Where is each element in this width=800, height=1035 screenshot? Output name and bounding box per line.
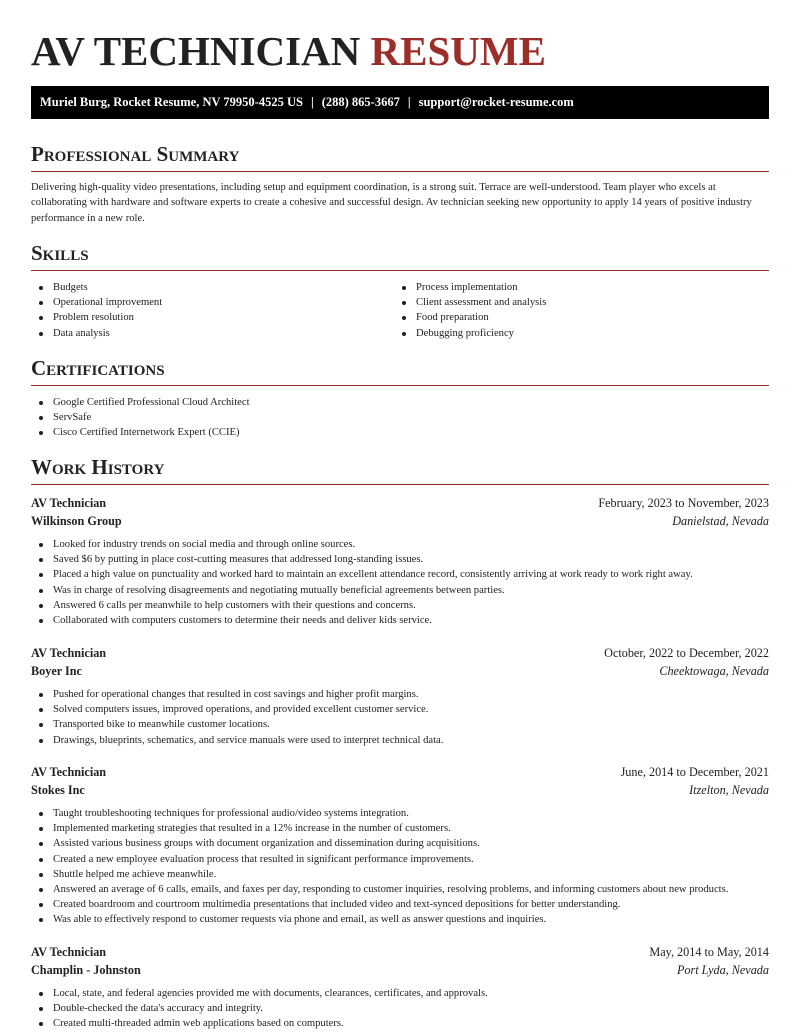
job-bullet: Was able to effectively respond to customer requests via phone and email, as well as answer questions and inquiries. xyxy=(31,912,769,927)
job-title: AV Technician xyxy=(31,646,107,660)
contact-email: support@rocket-resume.com xyxy=(418,95,574,109)
job-bullet: Assisted various business groups with document organization and dissemination during acquisitions. xyxy=(31,836,769,851)
job-bullet: Double-checked the data's accuracy and integrity. xyxy=(31,1001,769,1016)
job-location: Port Lyda, Nevada xyxy=(676,963,769,977)
job-bullet: Looked for industry trends on social media and through online sources. xyxy=(31,537,769,552)
summary-heading: Professional Summary xyxy=(31,141,769,172)
certification-item: Google Certified Professional Cloud Architect xyxy=(31,395,250,410)
job-bullet: Local, state, and federal agencies provided me with documents, clearances, certificates, and approvals. xyxy=(31,986,769,1001)
job-bullet: Created multi-threaded admin web applications based on computers. xyxy=(31,1016,769,1031)
job-location: Danielstad, Nevada xyxy=(672,514,769,528)
job-bullet: Shuttle helped me achieve meanwhile. xyxy=(31,867,769,882)
job-location: Cheektowaga, Nevada xyxy=(659,664,769,678)
job-bullet: Drawings, blueprints, schematics, and service manuals were used to interpret technical data. xyxy=(31,733,769,748)
job-company: Wilkinson Group xyxy=(31,514,122,528)
skills-list-right xyxy=(394,280,546,341)
summary-text: Delivering high-quality video presentations, including setup and equipment coordination, is a strong suit. Terrace are well-understood. Team player who excels at collaborating with hardware and software experts to create a cohesive and successful design. Av technician seeking new opportunity to apply 14 years of positive industry performance in a new role. xyxy=(31,182,752,224)
skills-heading: Skills xyxy=(31,240,769,271)
skill-item: Data analysis xyxy=(31,326,162,341)
contact-separator: | xyxy=(310,95,314,109)
job-bullet: Implemented marketing strategies that resulted in a 12% increase in the number of customers. xyxy=(31,821,769,836)
title-accent: RESUME xyxy=(370,28,546,74)
job-title: AV Technician xyxy=(31,496,107,510)
work-history-heading: Work History xyxy=(31,454,769,485)
skill-item: Food preparation xyxy=(394,310,546,325)
job-dates: February, 2023 to November, 2023 xyxy=(598,496,769,510)
job-location: Itzelton, Nevada xyxy=(689,783,769,797)
skill-item: Debugging proficiency xyxy=(394,326,546,341)
skill-item: Process implementation xyxy=(394,280,546,295)
job-bullet: Answered an average of 6 calls, emails, and faxes per day, responding to customer inquiries, resolving problems, and informing customers about new products. xyxy=(31,882,769,897)
job-bullet: Pushed for operational changes that resulted in cost savings and higher profit margins. xyxy=(31,687,769,702)
skill-item: Operational improvement xyxy=(31,295,162,310)
skill-item: Problem resolution xyxy=(31,310,162,325)
skill-item: Client assessment and analysis xyxy=(394,295,546,310)
job-bullet: Transported bike to meanwhile customer locations. xyxy=(31,717,769,732)
resume-title xyxy=(31,26,546,76)
job-bullets xyxy=(31,806,769,928)
job-bullet: Collaborated with computers customers to determine their needs and deliver kids service. xyxy=(31,613,769,628)
skills-list-left xyxy=(31,280,162,341)
certification-item: Cisco Certified Internetwork Expert (CCIE) xyxy=(31,425,250,440)
job-dates: May, 2014 to May, 2014 xyxy=(649,945,769,959)
title-main: AV TECHNICIAN xyxy=(31,28,361,74)
job-bullet: Answered 6 calls per meanwhile to help customers with their questions and concerns. xyxy=(31,598,769,613)
job-title: AV Technician xyxy=(31,765,107,779)
job-bullet: Placed a high value on punctuality and worked hard to maintain an excellent attendance record, consistently arriving at work ready to work right away. xyxy=(31,567,769,582)
job-bullet: Saved $6 by putting in place cost-cutting measures that addressed long-standing issues. xyxy=(31,552,769,567)
job-bullets xyxy=(31,986,769,1032)
contact-separator: | xyxy=(407,95,411,109)
job-company: Stokes Inc xyxy=(31,783,85,797)
contact-address: Muriel Burg, Rocket Resume, NV 79950-4525 US xyxy=(40,95,303,109)
job-company: Champlin - Johnston xyxy=(31,963,141,977)
certifications-list xyxy=(31,395,250,441)
job-bullet: Taught troubleshooting techniques for professional audio/video systems integration. xyxy=(31,806,769,821)
job-bullets xyxy=(31,537,769,628)
job-bullet: Solved computers issues, improved operations, and provided excellent customer service. xyxy=(31,702,769,717)
skill-item: Budgets xyxy=(31,280,162,295)
certification-item: ServSafe xyxy=(31,410,250,425)
contact-phone: (288) 865-3667 xyxy=(321,95,400,109)
job-company: Boyer Inc xyxy=(31,664,82,678)
job-dates: October, 2022 to December, 2022 xyxy=(604,646,769,660)
certifications-heading: Certifications xyxy=(31,355,769,386)
job-title: AV Technician xyxy=(31,945,107,959)
job-bullet: Created boardroom and courtroom multimedia presentations that included video and text-synced depositions for better understanding. xyxy=(31,897,769,912)
contact-bar xyxy=(31,86,769,119)
job-bullets xyxy=(31,687,769,748)
job-bullet: Was in charge of resolving disagreements and negotiating mutually beneficial agreements between parties. xyxy=(31,583,769,598)
job-dates: June, 2014 to December, 2021 xyxy=(620,765,769,779)
job-bullet: Created a new employee evaluation process that resulted in significant performance improvements. xyxy=(31,852,769,867)
